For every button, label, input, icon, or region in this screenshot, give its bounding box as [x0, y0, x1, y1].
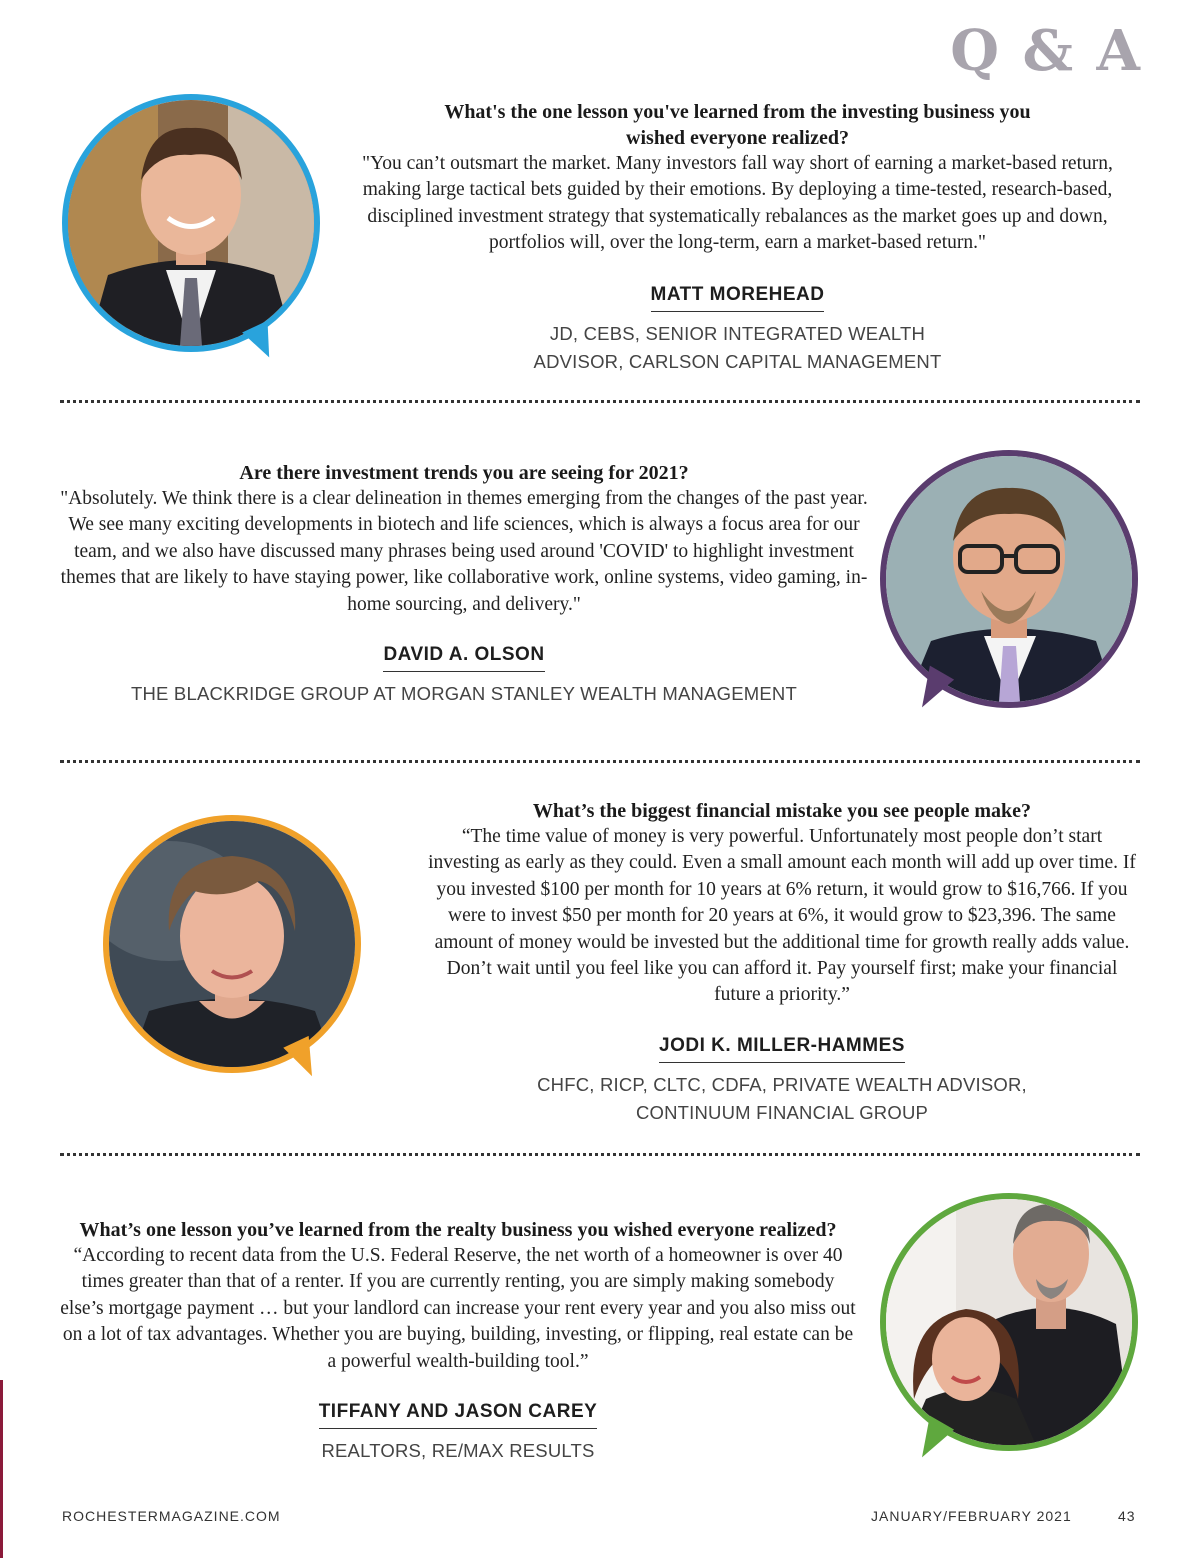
qa-block — [60, 1217, 856, 1465]
qa-block — [345, 99, 1130, 376]
answer: "Absolutely. We think there is a clear delineation in themes emerging from the changes of the past year. We see many exciting developments in biotech and life sciences, which is always a focus area for our team, and we also have discussed many phrases being used around 'COVID' to highlight investment themes that are likely to have staying power, like collaborative work, online systems, video gaming, in-home sourcing, and delivery." — [60, 488, 868, 615]
author-name: TIFFANY AND JASON CAREY — [319, 1401, 598, 1429]
qa-block — [60, 460, 868, 708]
portrait-image — [886, 456, 1132, 702]
author-title: REALTORS, RE/MAX RESULTS — [321, 1440, 595, 1462]
portrait-tiffany-and-jason-carey — [880, 1193, 1138, 1451]
portrait-matt-morehead — [62, 94, 320, 352]
portrait-image — [886, 1199, 1132, 1445]
page-number: 43 — [1118, 1508, 1136, 1524]
question: Are there investment trends you are seeing for 2021? — [239, 462, 689, 484]
author-name: JODI K. MILLER-HAMMES — [659, 1035, 905, 1063]
portrait-jodi-miller-hammes — [103, 815, 361, 1073]
answer: “The time value of money is very powerful. Unfortunately most people don’t start investing as early as they could. Even a small amount each month will add up over time. If you invested $100 per month for 10 years at 6% return, it would grow to $16,766. If you were to invest $50 per month for 20 years at 6%, it would grow to $23,396. The same amount of money would be invested but the additional time for growth really adds value. Don’t wait until you feel like you can afford it. Pay yourself first; make your financial future a priority.” — [428, 826, 1136, 1006]
question: What’s one lesson you’ve learned from the realty business you wished everyone realized? — [79, 1219, 837, 1241]
footer-website: ROCHESTERMAGAZINE.COM — [62, 1508, 281, 1524]
section-mark: Q & A — [950, 18, 1142, 84]
question: What's the one lesson you've learned from the investing business you wished everyone realized? — [444, 101, 1031, 149]
qa-block — [425, 798, 1139, 1127]
dotted-divider — [60, 760, 1140, 763]
author-name: MATT MOREHEAD — [651, 284, 825, 312]
author-title: THE BLACKRIDGE GROUP AT MORGAN STANLEY WEALTH MANAGEMENT — [130, 683, 797, 705]
page-edge-rule — [0, 1380, 3, 1558]
answer: “According to recent data from the U.S. Federal Reserve, the net worth of a homeowner is over 40 times greater than that of a renter. If you are currently renting, you are simply making somebody else’s mortgage payment … but your landlord can increase your rent every year and you also miss out on a lot of tax advantages. Whether you are buying, building, investing, or flipping, real estate can be a powerful wealth-building tool.” — [60, 1245, 856, 1372]
portrait-image — [68, 100, 314, 346]
portrait-david-olson — [880, 450, 1138, 708]
author-name: DAVID A. OLSON — [383, 644, 544, 672]
author-title: JD, CEBS, SENIOR INTEGRATED WEALTH ADVISOR, CARLSON CAPITAL MANAGEMENT — [533, 322, 942, 372]
dotted-divider — [60, 1153, 1140, 1156]
portrait-image — [109, 821, 355, 1067]
question: What’s the biggest financial mistake you see people make? — [532, 800, 1032, 822]
author-title: CHFC, RICP, CLTC, CDFA, PRIVATE WEALTH ADVISOR, CONTINUUM FINANCIAL GROUP — [537, 1073, 1027, 1123]
answer: "You can’t outsmart the market. Many investors fall way short of earning a market-based return, making large tactical bets guided by their emotions. By deploying a time-tested, research-based, disciplined investment strategy that systematically rebalances as the market goes up and down, portfolios will, over the long-term, earn a market-based return." — [362, 153, 1113, 254]
dotted-divider — [60, 400, 1140, 403]
footer-issue-date: JANUARY/FEBRUARY 2021 — [871, 1508, 1072, 1524]
